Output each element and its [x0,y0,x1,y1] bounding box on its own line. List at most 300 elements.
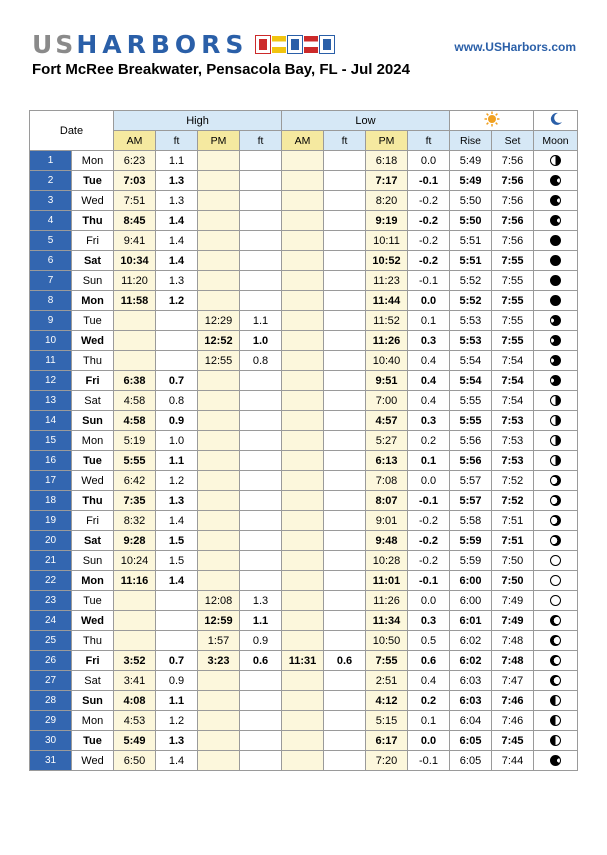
low-am-time [282,211,324,231]
low-am-time [282,751,324,771]
high-pm-time [198,431,240,451]
sunrise-time: 6:01 [450,611,492,631]
low-am-height [324,671,366,691]
low-pm-height: 0.0 [408,151,450,171]
moon-phase-icon [550,555,561,566]
website-link[interactable]: www.USHarbors.com [454,40,576,54]
low-am-time [282,151,324,171]
low-pm-height: 0.3 [408,331,450,351]
sunset-time: 7:52 [492,471,534,491]
moon-phase-icon [550,435,561,446]
low-pm-time: 5:27 [366,431,408,451]
sunrise-time: 6:02 [450,651,492,671]
low-am-height [324,611,366,631]
sunrise-time: 5:52 [450,291,492,311]
high-am-time [114,311,156,331]
low-pm-time: 11:44 [366,291,408,311]
high-pm-time [198,171,240,191]
high-am-height: 1.4 [156,231,198,251]
table-row [30,431,578,451]
sunrise-time: 5:54 [450,371,492,391]
moon-phase-icon [550,715,561,726]
high-pm-height: 1.0 [240,331,282,351]
low-am-time [282,271,324,291]
moon-phase-cell [534,431,578,451]
day-number: 14 [30,411,72,431]
high-am-time: 10:34 [114,251,156,271]
sunset-time: 7:48 [492,651,534,671]
high-pm-time [198,411,240,431]
low-am-header: AM [282,131,324,151]
table-row [30,231,578,251]
high-pm-time: 12:29 [198,311,240,331]
high-pm-height [240,211,282,231]
high-pm-time: 12:55 [198,351,240,371]
low-pm-height: -0.1 [408,571,450,591]
low-pm-height: -0.1 [408,171,450,191]
low-pm-time: 11:52 [366,311,408,331]
moon-phase-icon [550,635,561,646]
high-am-height: 0.8 [156,391,198,411]
low-pm-time: 9:19 [366,211,408,231]
high-pm-height [240,511,282,531]
low-am-height [324,571,366,591]
sunset-time: 7:55 [492,311,534,331]
day-number: 9 [30,311,72,331]
moon-phase-cell [534,731,578,751]
high-am-height [156,611,198,631]
moon-phase-icon [550,575,561,586]
low-am-time [282,591,324,611]
day-number: 15 [30,431,72,451]
sunrise-time: 5:51 [450,231,492,251]
high-pm-time [198,471,240,491]
low-pm-time: 2:51 [366,671,408,691]
moon-phase-icon [550,315,561,326]
high-pm-height [240,271,282,291]
low-am-time [282,611,324,631]
high-pm-height: 1.1 [240,611,282,631]
weekday: Fri [72,231,114,251]
high-am-height [156,311,198,331]
low-pm-time: 10:11 [366,231,408,251]
low-pm-time: 9:48 [366,531,408,551]
table-row [30,531,578,551]
moon-phase-cell [534,711,578,731]
low-pm-height: 0.4 [408,391,450,411]
high-pm-time [198,571,240,591]
high-pm-time [198,511,240,531]
table-row [30,391,578,411]
low-am-time [282,731,324,751]
high-pm-height [240,531,282,551]
weekday: Tue [72,311,114,331]
high-am-height: 1.1 [156,151,198,171]
sunset-time: 7:55 [492,331,534,351]
high-am-time: 9:41 [114,231,156,251]
table-row [30,351,578,371]
high-pm-time [198,451,240,471]
low-am-time [282,471,324,491]
low-pm-height: 0.6 [408,651,450,671]
high-am-time: 5:55 [114,451,156,471]
moon-phase-icon [550,595,561,606]
high-am-time: 3:52 [114,651,156,671]
high-pm-height [240,691,282,711]
sunset-time: 7:46 [492,711,534,731]
high-pm-time [198,691,240,711]
low-pm-time: 7:00 [366,391,408,411]
moon-phase-cell [534,691,578,711]
moon-phase-cell [534,411,578,431]
sunset-time: 7:56 [492,171,534,191]
day-number: 29 [30,711,72,731]
high-pm-height [240,391,282,411]
signal-flag [288,36,302,53]
high-pm-time [198,271,240,291]
high-am-time: 6:50 [114,751,156,771]
high-am-time: 10:24 [114,551,156,571]
high-pm-time [198,531,240,551]
moon-phase-cell [534,291,578,311]
moon-phase-icon [550,455,561,466]
low-pm-height: -0.2 [408,231,450,251]
high-pm-height [240,251,282,271]
sunrise-time: 5:55 [450,411,492,431]
high-am-ft-header: ft [156,131,198,151]
low-pm-time: 4:57 [366,411,408,431]
day-number: 22 [30,571,72,591]
low-pm-time: 10:50 [366,631,408,651]
high-am-height: 1.3 [156,171,198,191]
sunrise-time: 6:00 [450,571,492,591]
high-pm-height: 0.9 [240,631,282,651]
moon-phase-cell [534,631,578,651]
moon-phase-cell [534,271,578,291]
day-number: 4 [30,211,72,231]
low-am-height [324,731,366,751]
low-pm-time: 10:40 [366,351,408,371]
low-pm-height: 0.3 [408,611,450,631]
high-am-time: 6:38 [114,371,156,391]
high-am-height: 1.1 [156,451,198,471]
sunrise-time: 5:57 [450,491,492,511]
day-number: 19 [30,511,72,531]
low-am-time [282,491,324,511]
moon-phase-icon [550,475,561,486]
table-row [30,291,578,311]
sunrise-time: 6:05 [450,731,492,751]
weekday: Tue [72,731,114,751]
low-pm-height: -0.2 [408,511,450,531]
low-am-height [324,751,366,771]
low-pm-time: 8:20 [366,191,408,211]
high-pm-time [198,231,240,251]
table-row [30,691,578,711]
moon-phase-cell [534,551,578,571]
high-am-height: 1.4 [156,251,198,271]
day-number: 5 [30,231,72,251]
table-row [30,591,578,611]
low-pm-height: -0.2 [408,191,450,211]
moon-phase-cell [534,251,578,271]
signal-flag [320,36,334,53]
moon-phase-icon [550,295,561,306]
weekday: Sun [72,691,114,711]
high-am-height: 1.0 [156,431,198,451]
low-header: Low [282,111,450,131]
sunrise-time: 6:03 [450,691,492,711]
sunrise-time: 5:55 [450,391,492,411]
sunset-time: 7:55 [492,251,534,271]
moon-phase-icon [550,355,561,366]
high-am-time: 5:19 [114,431,156,451]
weekday: Thu [72,351,114,371]
brand-harbors: HARBORS [76,29,249,59]
high-am-time: 11:58 [114,291,156,311]
table-row [30,731,578,751]
low-pm-height: -0.1 [408,751,450,771]
high-am-height: 1.2 [156,471,198,491]
high-pm-time [198,391,240,411]
high-pm-time: 12:08 [198,591,240,611]
sunset-time: 7:48 [492,631,534,651]
day-number: 27 [30,671,72,691]
moon-phase-icon [550,495,561,506]
low-am-time [282,711,324,731]
low-am-time [282,291,324,311]
weekday: Wed [72,331,114,351]
high-pm-time: 3:23 [198,651,240,671]
low-am-height [324,271,366,291]
high-pm-time [198,711,240,731]
sunset-time: 7:53 [492,411,534,431]
table-row [30,371,578,391]
brand-logo[interactable] [32,30,334,58]
day-number: 10 [30,331,72,351]
high-pm-time [198,291,240,311]
table-row [30,631,578,651]
low-am-time [282,511,324,531]
brand-wordmark [32,30,248,59]
moon-phase-cell [534,151,578,171]
high-am-height: 1.4 [156,571,198,591]
tide-table [29,110,578,771]
high-am-height: 1.4 [156,511,198,531]
table-row [30,271,578,291]
signal-flag [256,36,270,53]
high-am-height: 1.2 [156,711,198,731]
day-number: 24 [30,611,72,631]
low-am-height [324,391,366,411]
sunset-time: 7:51 [492,531,534,551]
weekday: Fri [72,511,114,531]
low-am-height [324,631,366,651]
tide-rows [30,151,578,771]
low-am-time [282,371,324,391]
weekday: Thu [72,211,114,231]
sunset-time: 7:52 [492,491,534,511]
moon-phase-icon [550,695,561,706]
high-am-height [156,591,198,611]
low-am-height [324,551,366,571]
table-row [30,311,578,331]
moon-phase-icon [550,155,561,166]
low-am-height [324,351,366,371]
low-am-height [324,231,366,251]
low-am-time [282,391,324,411]
low-am-time [282,251,324,271]
brand-us: US [32,29,77,59]
day-number: 18 [30,491,72,511]
day-number: 2 [30,171,72,191]
date-header: Date [30,111,114,151]
sunset-time: 7:49 [492,611,534,631]
low-am-time [282,551,324,571]
high-am-height: 0.7 [156,651,198,671]
sunset-time: 7:50 [492,551,534,571]
sunset-time: 7:49 [492,591,534,611]
weekday: Thu [72,491,114,511]
low-pm-time: 11:01 [366,571,408,591]
high-am-time [114,591,156,611]
weekday: Sat [72,671,114,691]
low-am-time [282,171,324,191]
low-am-height [324,291,366,311]
day-number: 28 [30,691,72,711]
high-pm-time: 1:57 [198,631,240,651]
low-am-height [324,411,366,431]
day-number: 3 [30,191,72,211]
high-am-height: 1.4 [156,211,198,231]
day-number: 1 [30,151,72,171]
table-row [30,471,578,491]
table-row [30,511,578,531]
high-pm-height [240,751,282,771]
high-am-height: 1.3 [156,271,198,291]
high-header: High [114,111,282,131]
high-am-height: 1.3 [156,731,198,751]
moon-phase-icon [550,395,561,406]
weekday: Sat [72,251,114,271]
moon-phase-icon [550,515,561,526]
low-am-time [282,671,324,691]
sunrise-time: 5:53 [450,331,492,351]
high-pm-time [198,211,240,231]
sunset-time: 7:56 [492,151,534,171]
low-pm-time: 10:52 [366,251,408,271]
high-pm-height [240,371,282,391]
high-am-height: 1.5 [156,551,198,571]
sunrise-time: 6:04 [450,711,492,731]
sunrise-time: 6:03 [450,671,492,691]
high-am-height: 0.7 [156,371,198,391]
high-pm-height [240,171,282,191]
moon-phase-icon [550,195,561,206]
low-pm-height: 0.0 [408,471,450,491]
day-number: 31 [30,751,72,771]
low-pm-height: 0.1 [408,311,450,331]
high-pm-height [240,151,282,171]
low-am-time [282,571,324,591]
high-am-height: 1.3 [156,191,198,211]
moon-phase-cell [534,311,578,331]
sunrise-time: 5:49 [450,171,492,191]
moon-phase-icon [550,735,561,746]
sunrise-time: 5:53 [450,311,492,331]
high-pm-height [240,551,282,571]
high-pm-time [198,151,240,171]
sunset-time: 7:44 [492,751,534,771]
moon-phase-cell [534,351,578,371]
moon-phase-cell [534,491,578,511]
low-am-time: 11:31 [282,651,324,671]
table-row [30,651,578,671]
moon-phase-cell [534,671,578,691]
sunset-time: 7:54 [492,371,534,391]
sunrise-time: 6:00 [450,591,492,611]
high-pm-time [198,251,240,271]
high-am-time: 4:53 [114,711,156,731]
high-am-time: 7:03 [114,171,156,191]
high-am-height: 1.4 [156,751,198,771]
sunrise-time: 5:52 [450,271,492,291]
moon-phase-icon [550,235,561,246]
weekday: Wed [72,611,114,631]
high-pm-height: 0.8 [240,351,282,371]
sunset-time: 7:51 [492,511,534,531]
high-pm-height [240,731,282,751]
moon-phase-icon [550,615,561,626]
low-pm-time: 6:17 [366,731,408,751]
high-pm-time: 12:59 [198,611,240,631]
moon-phase-icon [550,175,561,186]
low-pm-height: 0.2 [408,691,450,711]
sunrise-time: 6:05 [450,751,492,771]
low-pm-height: 0.4 [408,351,450,371]
high-am-height: 1.5 [156,531,198,551]
low-am-height [324,311,366,331]
sunset-time: 7:54 [492,351,534,371]
weekday: Fri [72,651,114,671]
table-row [30,191,578,211]
low-pm-time: 6:18 [366,151,408,171]
table-row [30,451,578,471]
signal-flag [272,36,286,53]
weekday: Wed [72,751,114,771]
sunset-time: 7:56 [492,191,534,211]
high-am-header: AM [114,131,156,151]
sunrise-time: 5:50 [450,211,492,231]
low-pm-height: 0.4 [408,671,450,691]
high-am-height: 1.3 [156,491,198,511]
table-row [30,251,578,271]
sun-icon [450,111,534,131]
low-pm-time: 9:01 [366,511,408,531]
low-am-height [324,371,366,391]
table-row [30,751,578,771]
moon-phase-cell [534,591,578,611]
high-am-time: 11:16 [114,571,156,591]
low-am-time [282,231,324,251]
sunset-time: 7:45 [492,731,534,751]
weekday: Fri [72,371,114,391]
day-number: 13 [30,391,72,411]
low-pm-time: 8:07 [366,491,408,511]
sunrise-time: 5:56 [450,431,492,451]
moon-phase-cell [534,371,578,391]
sunrise-time: 5:50 [450,191,492,211]
